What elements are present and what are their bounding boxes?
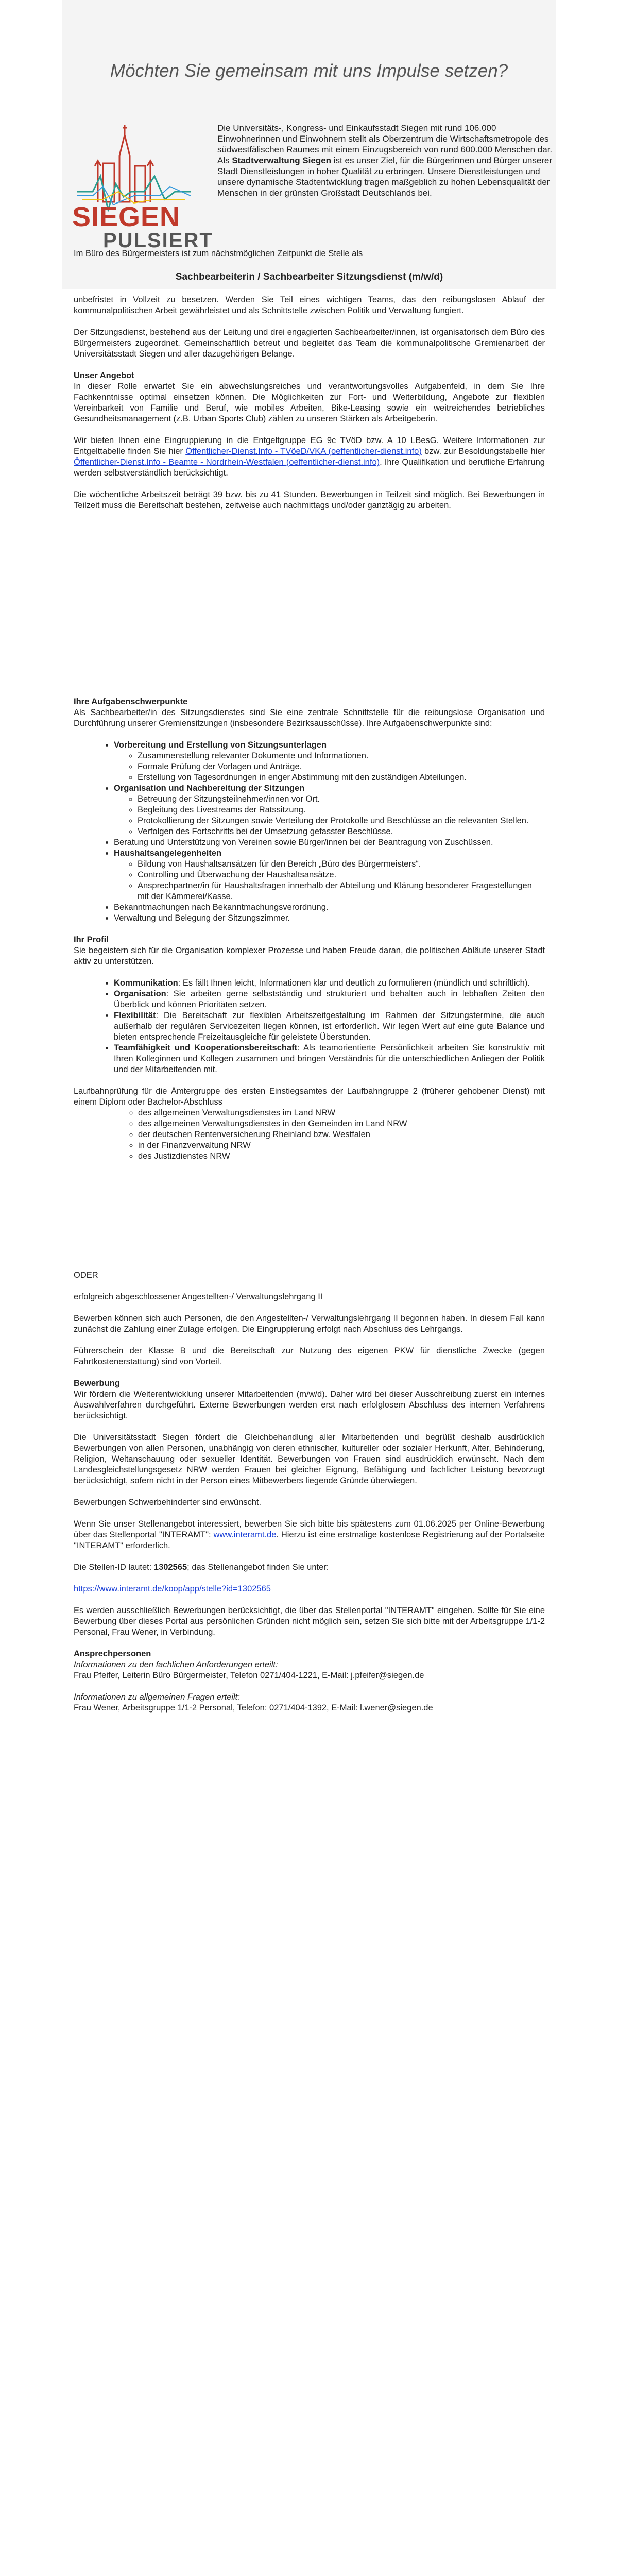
intro-paragraph-2 bbox=[217, 155, 557, 198]
aufgaben-heading: Ihre Aufgabenschwerpunkte bbox=[74, 697, 188, 706]
profil-item bbox=[114, 1043, 545, 1075]
aufgaben-intro: Als Sachbearbeiter/in des Sitzungsdienstes sind Sie eine zentrale Schnittstelle für die reibungslose Organisation und Durchführung unserer Gremiensitzungen (insbesondere Bezirksausschüsse). Ihre Aufgabenschwerpunkte sind: bbox=[74, 708, 545, 728]
bewerbung-paragraph-1: Wir fördern die Weiterentwicklung unserer Mitarbeitenden (m/w/d). Daher wird bei dieser Ausschreibung zuerst ein internes Auswahlverfahren durchgeführt. Externe Bewerbungen werden erst nach erfolglosem Abschluss des internen Verfahrens berücksichtigt. bbox=[74, 1389, 545, 1420]
bewerbung-paragraph-2: Die Universitätsstadt Siegen fördert die Gleichbehandlung aller Mitarbeitenden und begrüßt deshalb ausdrücklich Bewerbungen von allen Personen, unabhängig von deren ethnischer, kultureller oder sozialer Herkunft, Alter, Behinderung, Religion, Weltanschauung oder sexueller Identität. Bewerbungen von Frauen sind ausdrücklich erwünscht. Nach dem Landesgleichstellungsgesetz NRW werden Frauen bei gleicher Eignung, Befähigung und fachlicher Leistung bevorzugt berücksichtigt, sofern nicht in der Person eines Mitbewerbers liegende Gründe überwiegen. bbox=[74, 1433, 545, 1485]
aufgaben-subitem: ◦ Erstellung von Tagesordnungen in enger Abstimmung mit den zuständigen Abteilungen. bbox=[138, 772, 545, 783]
angebot-p2-a: Wir bieten Ihnen eine Eingruppierung in die Entgeltgruppe EG 9c TVöD bzw. A 10 LBesG. Weitere Informationen zur Entgelttabelle finden Sie hier bbox=[74, 436, 545, 456]
profil-item bbox=[114, 1010, 545, 1043]
besoldung-link[interactable]: Öffentlicher-Dienst.Info - Beamte - Nordrhein-Westfalen (oeffentlicher-dienst.info) bbox=[74, 457, 380, 467]
stellen-id-pre: Die Stellen-ID lautet: bbox=[74, 1563, 154, 1572]
laufbahn-item: ◦ des allgemeinen Verwaltungsdienstes im Land NRW bbox=[138, 1108, 545, 1118]
logo-pulsiert-text: PULSIERT bbox=[103, 229, 213, 252]
aufgaben-subitem: ◦ Verfolgen des Fortschritts bei der Umsetzung gefasster Beschlüsse. bbox=[138, 826, 545, 837]
sitzungsdienst-paragraph: Der Sitzungsdienst, bestehend aus der Leitung und drei engagierten Sachbearbeiter/innen, ist organisatorisch dem Büro des Bürgermeisters zugeordnet. Gemeinschaftlich betreut und begleitet das Team die kommunalpolitische Gremienarbeit der Universitätsstadt Siegen und aller dazugehörigen Belange. bbox=[74, 328, 545, 359]
angebot-paragraph-1: In dieser Rolle erwartet Sie ein abwechslungsreiches und verantwortungsvolles Aufgabenfeld, in dem Sie Ihre Fachkenntnisse optimal einsetzen können. Die Möglichkeiten zur Fort- und Weiterbildung, Angebote zur flexiblen Vereinbarkeit von Familie und Beruf, wie mobiles Arbeiten, Bike-Leasing sowie ein weitreichendes betriebliches Gesundheitsmanagement (z.B. Urban Sports Club) zählen zu unseren Stärken als Arbeitgeberin. bbox=[74, 382, 545, 423]
intro-p2-pre: Als bbox=[217, 156, 232, 165]
aufgaben-item-label: Verwaltung und Belegung der Sitzungszimmer. bbox=[114, 913, 290, 923]
laufbahn-paragraph: Laufbahnprüfung für die Ämtergruppe des ersten Einstiegsamtes der Laufbahngruppe 2 (früherer gehobener Dienst) mit einem Diplom oder Bachelor-Abschluss bbox=[74, 1087, 545, 1107]
lehrgang-paragraph: Bewerben können sich auch Personen, die den Angestellten-/ Verwaltungslehrgang II begonnen haben. In diesem Fall kann zunächst die Zahlung einer Zulage erfolgen. Die Eingruppierung erfolgt nach Abschluss des Lehrgangs. bbox=[74, 1314, 545, 1334]
intro-block bbox=[217, 123, 557, 198]
aufgaben-sublist bbox=[114, 794, 545, 837]
posting-body bbox=[74, 248, 545, 1714]
aufgaben-item bbox=[114, 848, 545, 902]
stellen-id-value: 1302565 bbox=[153, 1563, 187, 1572]
stellen-url-link[interactable]: https://www.interamt.de/koop/app/stelle?id=1302565 bbox=[74, 1584, 271, 1594]
kontakt-label-1: Informationen zu den fachlichen Anforderungen erteilt: bbox=[74, 1660, 278, 1669]
laufbahn-item: ◦ in der Finanzverwaltung NRW bbox=[138, 1140, 545, 1151]
intro-paragraph-1: Die Universitäts-, Kongress- und Einkaufsstadt Siegen mit rund 106.000 Einwohnerinnen und Einwohnern stellt als Oberzentrum die Wirtschaftsmetropole des südwestfälischen Raumes mit einem Einzugsbereich von rund 600.000 Menschen dar. bbox=[217, 123, 553, 155]
aufgaben-list bbox=[74, 740, 545, 924]
interamt-link[interactable]: www.interamt.de bbox=[213, 1530, 277, 1539]
aufgaben-item-label: Haushaltsangelegenheiten bbox=[114, 849, 222, 858]
profil-item-term: Teamfähigkeit und Kooperationsbereitschaft bbox=[114, 1043, 298, 1053]
kontakt-person-1: Frau Pfeifer, Leiterin Büro Bürgermeister, Telefon 0271/404-1221, E-Mail: j.pfeifer@siegen.de bbox=[74, 1671, 424, 1680]
laufbahn-list bbox=[74, 1108, 545, 1162]
angebot-heading: Unser Angebot bbox=[74, 371, 134, 380]
profil-list bbox=[74, 978, 545, 1075]
unbefristet-paragraph: unbefristet in Vollzeit zu besetzen. Werden Sie Teil eines wichtigen Teams, das den reibungslosen Ablauf der kommunalpolitischen Arbeit gewährleistet und als Schnittstelle zwischen Politik und Verwaltung fungiert. bbox=[74, 295, 545, 315]
angebot-paragraph-3: Die wöchentliche Arbeitszeit beträgt 39 bzw. bis zu 41 Stunden. Bewerbungen in Teilzeit sind möglich. Bei Bewerbungen in Teilzeit muss die Bereitschaft bestehen, zeitweise auch nachmittags und/oder ganztägig zu arbeiten. bbox=[74, 490, 545, 510]
bewerbung-paragraph-3: Bewerbungen Schwerbehinderter sind erwünscht. bbox=[74, 1498, 262, 1507]
bewerbung-paragraph-7: Es werden ausschließlich Bewerbungen berücksichtigt, die über das Stellenportal "INTERAMT" eingehen. Sollte für Sie eine Bewerbung über dieses Portal aus persönlichen Gründen nicht möglich sein, setzen Sie sich bitte mit der Arbeitsgruppe 1/1-2 Personal, Frau Wener, in Verbindung. bbox=[74, 1606, 545, 1637]
fuehrerschein-paragraph: Führerschein der Klasse B und die Bereitschaft zur Nutzung des eigenen PKW für dienstliche Zwecke (gegen Fahrtkostenerstattung) sind von Vorteil. bbox=[74, 1346, 545, 1366]
profil-item-term: Kommunikation bbox=[114, 978, 178, 988]
logo-siegen-text: SIEGEN bbox=[72, 201, 181, 232]
stellen-url-paragraph bbox=[74, 1584, 545, 1595]
bewerbung-paragraph-4 bbox=[74, 1519, 545, 1551]
angebot-p2-b: bzw. zur Besoldungstabelle hier bbox=[421, 447, 545, 456]
profil-item-term: Organisation bbox=[114, 989, 166, 998]
profil-item bbox=[114, 978, 545, 989]
profil-item-text: : Als teamorientierte Persönlichkeit arbeiten Sie konstruktiv mit Ihren Kolleginnen und Kollegen zusammen und bringen Verständnis für die unterschiedlichen Anliegen der Politik und der Mitarbeitenden mit. bbox=[114, 1043, 545, 1074]
aufgaben-subitem: ◦ Controlling und Überwachung der Haushaltsansätze. bbox=[138, 870, 545, 880]
bewerbung-p4-b: . Hierzu ist eine erstmalige kostenlose Registrierung auf der Portalseite "INTERAMT" erforderlich. bbox=[74, 1530, 545, 1550]
aufgaben-subitem: ◦ Bildung von Haushaltsansätzen für den Bereich „Büro des Bürgermeisters“. bbox=[138, 859, 545, 870]
intro-p2-bold: Stadtverwaltung Siegen bbox=[232, 156, 332, 165]
aufgaben-item-label: Vorbereitung und Erstellung von Sitzungsunterlagen bbox=[114, 740, 327, 750]
profil-item-text: : Sie arbeiten gerne selbstständig und strukturiert und behalten auch in lebhaften Zeiten den Überblick und können Prioritäten setzen. bbox=[114, 989, 545, 1009]
profil-heading: Ihr Profil bbox=[74, 935, 109, 944]
oder-text: ODER bbox=[74, 1270, 98, 1280]
laufbahn-item: ◦ der deutschen Rentenversicherung Rheinland bzw. Westfalen bbox=[138, 1129, 545, 1140]
aufgaben-subitem: ◦ Begleitung des Livestreams der Ratssitzung. bbox=[138, 805, 545, 816]
kontakt-heading: Ansprechpersonen bbox=[74, 1649, 151, 1658]
profil-item-term: Flexibilität bbox=[114, 1011, 156, 1020]
aufgaben-item bbox=[114, 740, 545, 783]
profil-item bbox=[114, 989, 545, 1010]
aufgaben-subitem: ◦ Zusammenstellung relevanter Dokumente und Informationen. bbox=[138, 751, 545, 761]
laufbahn-item: ◦ des Justizdienstes NRW bbox=[138, 1151, 545, 1162]
kontakt-person-2: Frau Wener, Arbeitsgruppe 1/1-2 Personal, Telefon: 0271/404-1392, E-Mail: l.wener@siegen.de bbox=[74, 1703, 433, 1713]
aufgaben-subitem: ◦ Ansprechpartner/in für Haushaltsfragen innerhalb der Abteilung und Klärung besonderer Fragestellungen mit der Kämmerei/Kasse. bbox=[138, 880, 545, 902]
aufgaben-subitem: ◦ Formale Prüfung der Vorlagen und Anträge. bbox=[138, 761, 545, 772]
aufgaben-subitem: ◦ Betreuung der Sitzungsteilnehmer/innen vor Ort. bbox=[138, 794, 545, 805]
aufgaben-item-label: Bekanntmachungen nach Bekanntmachungsverordnung. bbox=[114, 903, 329, 912]
angestellte-text: erfolgreich abgeschlossener Angestellten-/ Verwaltungslehrgang II bbox=[74, 1292, 323, 1301]
profil-item-text: : Es fällt Ihnen leicht, Informationen klar und deutlich zu formulieren (mündlich und schriftlich). bbox=[178, 978, 530, 988]
laufbahn-item: ◦ des allgemeinen Verwaltungsdienstes in den Gemeinden im Land NRW bbox=[138, 1118, 545, 1129]
page-headline: Möchten Sie gemeinsam mit uns Impulse setzen? bbox=[110, 61, 508, 81]
profil-item-text: : Die Bereitschaft zur flexiblen Arbeitszeitgestaltung im Rahmen der Sitzungstermine, die auch außerhalb der regulären Servicezeiten liegen können, ist erforderlich. Wir legen Wert auf eine gute Balance und bieten entsprechende Freizeitausgleiche für geleistete Überstunden. bbox=[114, 1011, 545, 1042]
tvoed-link[interactable]: Öffentlicher-Dienst.Info - TVöeD/VKA (oeffentlicher-dienst.info) bbox=[185, 447, 422, 456]
aufgaben-sublist bbox=[114, 751, 545, 783]
intro-p2-post: ist es unser Ziel, für die Bürgerinnen und Bürger unserer Stadt Dienstleistungen in hoher Qualität zu erbringen. Unsere Dienstleistungen und unsere dynamische Stadtentwicklung tragen maßgeblich zu hohen Lebensqualität der Menschen in der grünsten Großstadt Deutschlands bei. bbox=[217, 156, 553, 198]
kontakt-label-2: Informationen zu allgemeinen Fragen erteilt: bbox=[74, 1692, 240, 1702]
angebot-p2-c: . Ihre Qualifikation und berufliche Erfahrung werden selbstverständlich berücksichtigt. bbox=[74, 457, 545, 478]
profil-intro: Sie begeistern sich für die Organisation komplexer Prozesse und haben Freude daran, die politischen Abläufe unserer Stadt aktiv zu unterstützen. bbox=[74, 946, 545, 966]
aufgaben-sublist bbox=[114, 859, 545, 902]
aufgaben-item-label: Beratung und Unterstützung von Vereinen sowie Bürger/innen bei der Beantragung von Zuschüssen. bbox=[114, 838, 493, 847]
aufgaben-item bbox=[114, 837, 545, 848]
aufgaben-subitem: ◦ Protokollierung der Sitzungen sowie Verteilung der Protokolle und Beschlüsse an die relevanten Stellen. bbox=[138, 816, 545, 826]
job-title: Sachbearbeiterin / Sachbearbeiter Sitzungsdienst (m/w/d) bbox=[175, 272, 443, 282]
aufgaben-item bbox=[114, 902, 545, 913]
bewerbung-p4-a: Wenn Sie unser Stellenangebot interessiert, bewerben Sie sich bitte bis spätestens zum 01.06.2025 per Online-Bewerbung über das Stellenportal "INTERAMT": bbox=[74, 1519, 545, 1539]
stellen-id-post: ; das Stellenangebot finden Sie unter: bbox=[187, 1563, 329, 1572]
stellen-id-paragraph bbox=[74, 1562, 545, 1573]
bewerbung-heading: Bewerbung bbox=[74, 1379, 120, 1388]
angebot-paragraph-2 bbox=[74, 435, 545, 479]
lead-text: Im Büro des Bürgermeisters ist zum nächstmöglichen Zeitpunkt die Stelle als bbox=[74, 249, 363, 258]
aufgaben-item bbox=[114, 783, 545, 837]
aufgaben-item-label: Organisation und Nachbereitung der Sitzungen bbox=[114, 784, 305, 793]
aufgaben-item bbox=[114, 913, 545, 924]
